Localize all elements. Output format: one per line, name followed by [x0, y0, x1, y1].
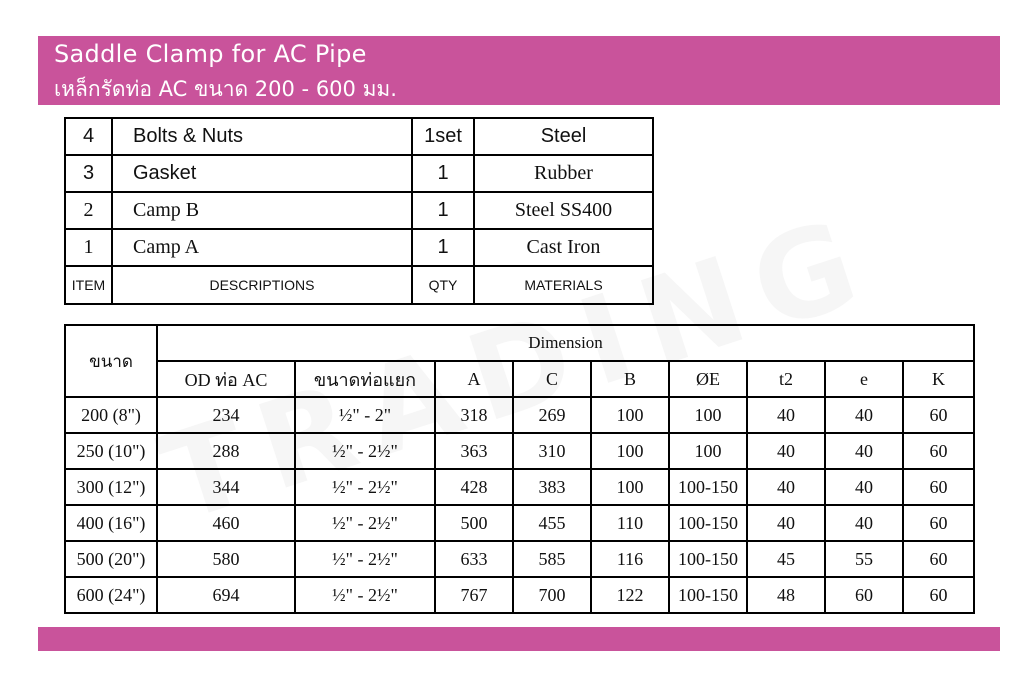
dimension-table-body	[65, 397, 974, 613]
cell-b: 100	[591, 433, 669, 469]
cell-k: 60	[903, 577, 974, 613]
item-qty: 1set	[412, 118, 474, 155]
cell-c: 383	[513, 469, 591, 505]
item-description: Camp A	[112, 229, 412, 266]
cell-a: 767	[435, 577, 513, 613]
cell-a: 363	[435, 433, 513, 469]
item-number: 4	[65, 118, 112, 155]
column-header-e: e	[825, 361, 903, 397]
item-qty: 1	[412, 192, 474, 229]
cell-k: 60	[903, 505, 974, 541]
cell-b: 122	[591, 577, 669, 613]
cell-branch-size: ½" - 2½"	[295, 505, 435, 541]
cell-t2: 40	[747, 505, 825, 541]
column-header-k: K	[903, 361, 974, 397]
item-description: Camp B	[112, 192, 412, 229]
cell-t2: 48	[747, 577, 825, 613]
item-description: Bolts & Nuts	[112, 118, 412, 155]
cell-k: 60	[903, 541, 974, 577]
cell-a: 428	[435, 469, 513, 505]
cell-od: 344	[157, 469, 295, 505]
cell-od: 580	[157, 541, 295, 577]
cell-size: 400 (16")	[65, 505, 157, 541]
cell-od: 288	[157, 433, 295, 469]
dimension-column-header-row	[65, 361, 974, 397]
table-row	[65, 433, 974, 469]
cell-e: 40	[825, 397, 903, 433]
cell-t2: 45	[747, 541, 825, 577]
cell-b: 116	[591, 541, 669, 577]
cell-t2: 40	[747, 469, 825, 505]
cell-oe: 100	[669, 397, 747, 433]
column-header-c: C	[513, 361, 591, 397]
cell-branch-size: ½" - 2½"	[295, 433, 435, 469]
cell-k: 60	[903, 433, 974, 469]
cell-b: 110	[591, 505, 669, 541]
cell-c: 310	[513, 433, 591, 469]
item-material: Cast Iron	[474, 229, 653, 266]
header-qty: QTY	[412, 266, 474, 304]
cell-branch-size: ½" - 2½"	[295, 577, 435, 613]
table-row	[65, 577, 974, 613]
header-descriptions: DESCRIPTIONS	[112, 266, 412, 304]
cell-size: 200 (8")	[65, 397, 157, 433]
cell-t2: 40	[747, 397, 825, 433]
cell-branch-size: ½" - 2½"	[295, 541, 435, 577]
cell-b: 100	[591, 397, 669, 433]
parts-row	[65, 192, 653, 229]
cell-e: 55	[825, 541, 903, 577]
cell-k: 60	[903, 397, 974, 433]
cell-size: 500 (20")	[65, 541, 157, 577]
cell-c: 269	[513, 397, 591, 433]
dimension-group-header-row	[65, 325, 974, 361]
cell-oe: 100-150	[669, 541, 747, 577]
cell-size: 600 (24")	[65, 577, 157, 613]
parts-table	[64, 117, 654, 305]
cell-size: 300 (12")	[65, 469, 157, 505]
item-description: Gasket	[112, 155, 412, 192]
title-thai: เหล็กรัดท่อ AC ขนาด 200 - 600 มม.	[54, 77, 397, 101]
item-number: 1	[65, 229, 112, 266]
cell-a: 633	[435, 541, 513, 577]
cell-a: 500	[435, 505, 513, 541]
cell-branch-size: ½" - 2½"	[295, 469, 435, 505]
dimension-table	[64, 324, 975, 614]
column-header-od: OD ท่อ AC	[157, 361, 295, 397]
header-item: ITEM	[65, 266, 112, 304]
cell-k: 60	[903, 469, 974, 505]
table-row	[65, 541, 974, 577]
item-material: Rubber	[474, 155, 653, 192]
item-material: Steel SS400	[474, 192, 653, 229]
cell-od: 694	[157, 577, 295, 613]
item-qty: 1	[412, 155, 474, 192]
cell-od: 234	[157, 397, 295, 433]
cell-e: 40	[825, 433, 903, 469]
cell-e: 40	[825, 469, 903, 505]
cell-c: 700	[513, 577, 591, 613]
cell-c: 455	[513, 505, 591, 541]
parts-row	[65, 229, 653, 266]
dimension-header: Dimension	[157, 325, 974, 361]
table-row	[65, 505, 974, 541]
cell-b: 100	[591, 469, 669, 505]
cell-od: 460	[157, 505, 295, 541]
title-banner	[38, 36, 1000, 105]
column-header-t2: t2	[747, 361, 825, 397]
cell-e: 60	[825, 577, 903, 613]
cell-oe: 100-150	[669, 505, 747, 541]
cell-oe: 100-150	[669, 469, 747, 505]
footer-bar	[38, 627, 1000, 651]
table-row	[65, 397, 974, 433]
item-number: 3	[65, 155, 112, 192]
title-english: Saddle Clamp for AC Pipe	[54, 40, 367, 68]
column-header-branch-size: ขนาดท่อแยก	[295, 361, 435, 397]
size-header: ขนาด	[65, 325, 157, 397]
cell-c: 585	[513, 541, 591, 577]
parts-header-row	[65, 266, 653, 304]
column-header-oe: ØE	[669, 361, 747, 397]
item-number: 2	[65, 192, 112, 229]
table-row	[65, 469, 974, 505]
column-header-b: B	[591, 361, 669, 397]
cell-oe: 100-150	[669, 577, 747, 613]
cell-branch-size: ½" - 2"	[295, 397, 435, 433]
cell-oe: 100	[669, 433, 747, 469]
item-material: Steel	[474, 118, 653, 155]
cell-size: 250 (10")	[65, 433, 157, 469]
item-qty: 1	[412, 229, 474, 266]
parts-row	[65, 118, 653, 155]
parts-row	[65, 155, 653, 192]
header-materials: MATERIALS	[474, 266, 653, 304]
cell-t2: 40	[747, 433, 825, 469]
cell-e: 40	[825, 505, 903, 541]
column-header-a: A	[435, 361, 513, 397]
cell-a: 318	[435, 397, 513, 433]
